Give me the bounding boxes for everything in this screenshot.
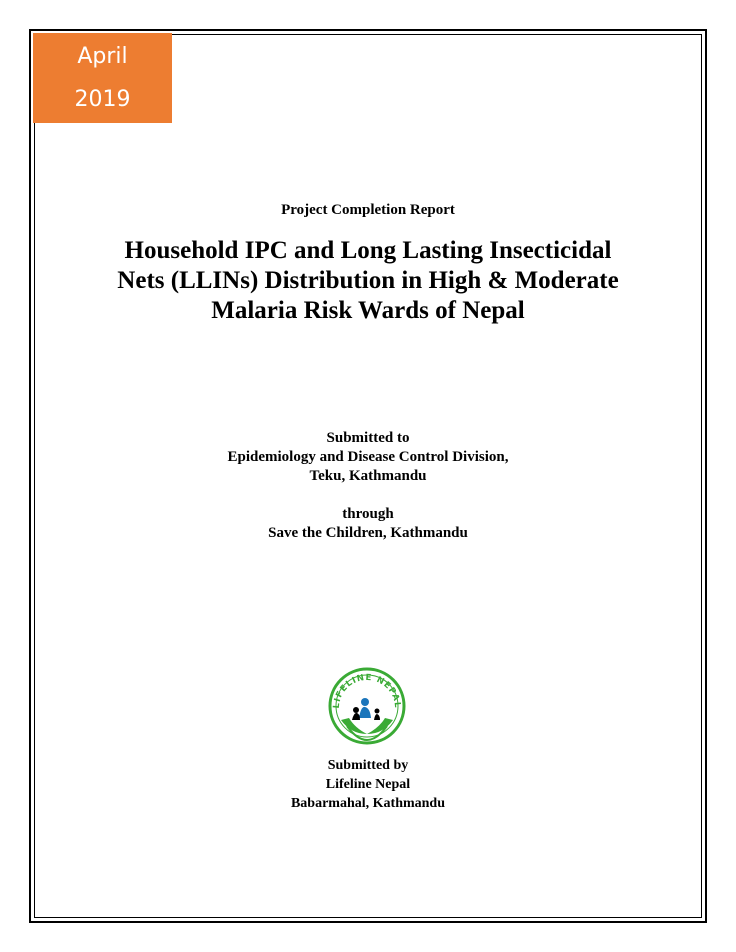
logo-svg xyxy=(325,666,409,750)
submitted-to-section xyxy=(34,429,702,543)
logo-text: LIFELINE NEPAL xyxy=(331,672,403,709)
submitted-by-address: Babarmahal, Kathmandu xyxy=(290,796,446,811)
title-line-3: Malaria Risk Wards of Nepal xyxy=(211,297,525,324)
submitted-to-label: Submitted to xyxy=(326,430,410,446)
date-month: April xyxy=(77,44,128,69)
submitted-to-org-line2: Teku, Kathmandu xyxy=(309,468,427,484)
submitted-by-section xyxy=(34,756,702,813)
through-label: through xyxy=(342,506,394,522)
title-line-2: Nets (LLINs) Distribution in High & Moderate xyxy=(117,267,619,294)
report-type: Project Completion Report xyxy=(281,202,455,218)
submitted-to-org-line1: Epidemiology and Disease Control Division, xyxy=(227,449,509,465)
title-line-1: Household IPC and Long Lasting Insecticidal xyxy=(124,237,612,264)
lifeline-nepal-logo-icon xyxy=(325,666,409,750)
document-title xyxy=(34,236,702,326)
submitted-by-label: Submitted by xyxy=(327,758,409,773)
submitted-by-org: Lifeline Nepal xyxy=(325,777,411,792)
date-year: 2019 xyxy=(74,87,131,112)
date-badge xyxy=(33,33,172,123)
through-org: Save the Children, Kathmandu xyxy=(268,525,468,541)
